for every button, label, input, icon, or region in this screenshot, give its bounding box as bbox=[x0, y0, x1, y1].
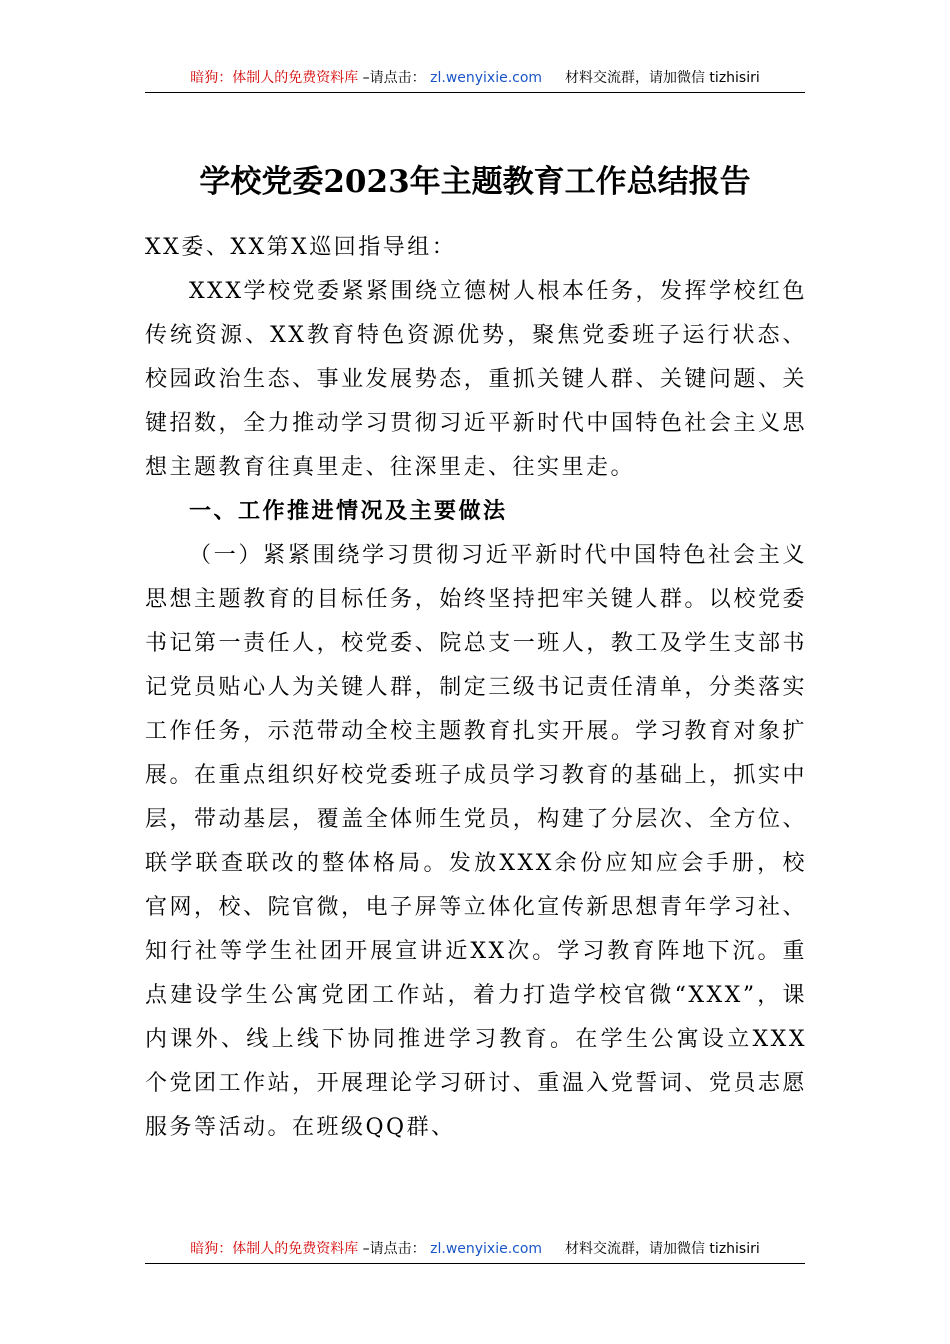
salutation: XX委、XX第X巡回指导组： bbox=[145, 235, 457, 260]
section-1-paragraph-1: （一）紧紧围绕学习贯彻习近平新时代中国特色社会主义思想主题教育的目标任务，始终坚持把牢关键人群。以校党委书记第一责任人，校党委、院总支一班人，教工及学生支部书记党员贴心人为关键人群，制定三级书记责任清单，分类落实工作任务，示范带动全校主题教育扎实开展。学习教育对象扩展。在重点组织好校党委班子成员学习教育的基础上，抓实中层，带动基层，覆盖全体师生党员，构建了分层次、全方位、联学联查联改的整体格局。发放XXX余份应知应会手册，校官网，校、院官微，电子屏等立体化宣传新思想青年学习社、知行社等学生社团开展宣讲近XX次。学习教育阵地下沉。重点建设学生公寓党团工作站，着力打造学校官微“XXX”，课内课外、线上线下协同推进学习教育。在学生公寓设立XXX个党团工作站，开展理论学习研讨、重温入党誓词、党员志愿服务等活动。在班级QQ群、 bbox=[145, 543, 807, 1140]
intro-paragraph: XXX学校党委紧紧围绕立德树人根本任务，发挥学校红色传统资源、XX教育特色资源优势，聚焦党委班子运行状态、校园政治生态、事业发展势态，重抓关键人群、关键问题、关键招数，全力推动学习贯彻习近平新时代中国特色社会主义思想主题教育往真里走、往深里走、往实里走。 bbox=[145, 279, 807, 480]
footer-url-link[interactable]: zl.wenyixie.com bbox=[430, 1241, 543, 1257]
header-url-link[interactable]: zl.wenyixie.com bbox=[430, 70, 543, 86]
section-1-heading: 一、工作推进情况及主要做法 bbox=[189, 499, 508, 524]
footer-group-note: 材料交流群，请加微信 tizhisiri bbox=[564, 1241, 760, 1257]
footer-click-prompt: –请点击： bbox=[362, 1241, 426, 1257]
document-title: 学校党委2023年主题教育工作总结报告 bbox=[199, 164, 751, 200]
document-body bbox=[145, 226, 807, 1150]
footer-site-name: 暗狗：体制人的免费资料库 bbox=[190, 1241, 359, 1257]
footer-banner bbox=[145, 1235, 805, 1264]
header-banner bbox=[145, 64, 805, 93]
header-group-note: 材料交流群，请加微信 tizhisiri bbox=[564, 70, 760, 86]
header-site-name: 暗狗：体制人的免费资料库 bbox=[190, 70, 359, 86]
header-click-prompt: –请点击： bbox=[362, 70, 426, 86]
